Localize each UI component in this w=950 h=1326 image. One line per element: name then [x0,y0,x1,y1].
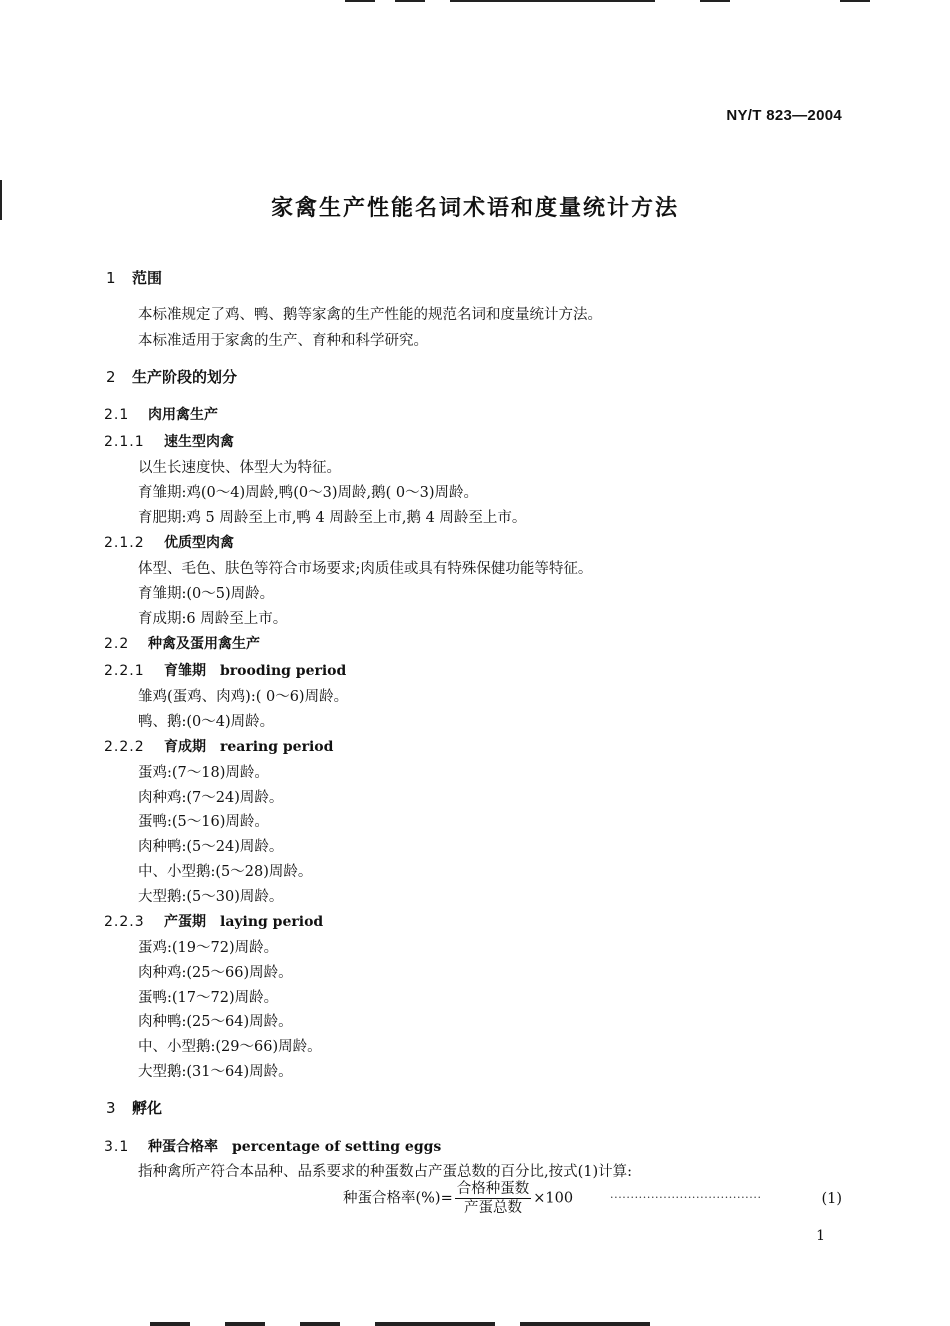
section-number: 3 [106,1099,116,1117]
paragraph: 雏鸡(蛋鸡、肉鸡):( 0～6)周龄。 [138,689,349,705]
subsection-heading [104,532,234,552]
subsection-heading [104,911,323,931]
section-title-english: brooding period [220,663,347,679]
section-number: 2.1 [104,407,130,423]
section-title: 生产阶段的划分 [132,368,238,386]
section-number: 2.1.1 [104,434,145,450]
subsection-heading [104,431,234,451]
section-title: 孵化 [132,1099,163,1117]
scan-mark [150,1322,190,1326]
subsection-heading [104,736,333,756]
section-title: 产蛋期 [164,914,206,930]
scan-mark [700,0,730,2]
scan-mark [450,0,655,2]
section-number: 2.2.2 [104,739,145,755]
paragraph: 体型、毛色、肤色等符合市场要求;肉质佳或具有特殊保健功能等特征。 [138,561,593,577]
paragraph: 大型鹅:(5～30)周龄。 [138,889,284,905]
section-number: 3.1 [104,1139,130,1155]
subsection-heading [104,660,346,680]
paragraph: 育雏期:鸡(0～4)周龄,鸭(0～3)周龄,鹅( 0～3)周龄。 [138,485,479,501]
section-number: 2.2.1 [104,663,145,679]
formula-fraction [455,1180,532,1217]
section-number: 2.1.2 [104,535,145,551]
section-heading [106,267,162,288]
section-title: 范围 [132,269,163,287]
section-number: 2.2.3 [104,914,145,930]
paragraph: 指种禽所产符合本品种、品系要求的种蛋数占产蛋总数的百分比,按式(1)计算: [138,1164,633,1180]
formula-label: (1) [821,1191,842,1207]
scan-mark [520,1322,650,1326]
section-number: 1 [106,269,116,287]
paragraph: 中、小型鹅:(29～66)周龄。 [138,1039,322,1055]
paragraph: 蛋鸡:(7～18)周龄。 [138,765,269,781]
paragraph: 育成期:6 周龄至上市。 [138,611,288,627]
scan-mark [345,0,375,2]
section-title: 速生型肉禽 [164,434,234,450]
subsection-heading [104,1136,441,1156]
paragraph: 中、小型鹅:(5～28)周龄。 [138,864,313,880]
paragraph: 以生长速度快、体型大为特征。 [138,460,341,476]
paragraph: 育雏期:(0～5)周龄。 [138,586,275,602]
paragraph: 蛋鸡:(19～72)周龄。 [138,940,279,956]
paragraph: 蛋鸭:(17～72)周龄。 [138,990,279,1006]
paragraph: 肉种鸡:(25～66)周龄。 [138,965,293,981]
section-heading [106,366,237,387]
section-title: 肉用禽生产 [148,407,218,423]
scan-mark [225,1322,265,1326]
formula-leader-dots: ····································· [610,1191,762,1204]
scan-mark [840,0,870,2]
section-number: 2.2 [104,636,130,652]
paragraph: 蛋鸭:(5～16)周龄。 [138,814,269,830]
paragraph: 本标准适用于家禽的生产、育种和科学研究。 [138,333,428,349]
paragraph: 肉种鸭:(5～24)周龄。 [138,839,284,855]
paragraph: 鸭、鹅:(0～4)周龄。 [138,714,275,730]
document-title: 家禽生产性能名词术语和度量统计方法 [270,196,679,221]
paragraph: 肉种鸡:(7～24)周龄。 [138,790,284,806]
formula-lhs: 种蛋合格率(%)= [343,1190,453,1207]
formula-numerator: 合格种蛋数 [456,1181,530,1197]
section-title-english: percentage of setting eggs [232,1139,442,1155]
paragraph: 育肥期:鸡 5 周龄至上市,鸭 4 周龄至上市,鹅 4 周龄至上市。 [138,510,527,526]
standard-code: NY/T 823—2004 [726,107,842,124]
scan-mark [395,0,425,2]
section-title: 育成期 [164,739,206,755]
formula [343,1180,573,1217]
section-title: 优质型肉禽 [164,535,234,551]
formula-denominator: 产蛋总数 [464,1200,522,1216]
section-title: 种蛋合格率 [148,1139,218,1155]
section-title-english: rearing period [220,739,334,755]
subsection-heading [104,633,260,653]
paragraph: 本标准规定了鸡、鸭、鹅等家禽的生产性能的规范名词和度量统计方法。 [138,307,602,323]
section-number: 2 [106,368,116,386]
section-title: 育雏期 [164,663,206,679]
scan-mark [300,1322,340,1326]
formula-multiplier: ×100 [533,1190,574,1207]
section-heading [106,1097,162,1118]
section-title: 种禽及蛋用禽生产 [148,636,260,652]
section-title-english: laying period [220,914,324,930]
paragraph: 大型鹅:(31～64)周龄。 [138,1064,293,1080]
page-number: 1 [816,1228,825,1244]
subsection-heading [104,404,218,424]
paragraph: 肉种鸭:(25～64)周龄。 [138,1014,293,1030]
scan-mark [375,1322,495,1326]
